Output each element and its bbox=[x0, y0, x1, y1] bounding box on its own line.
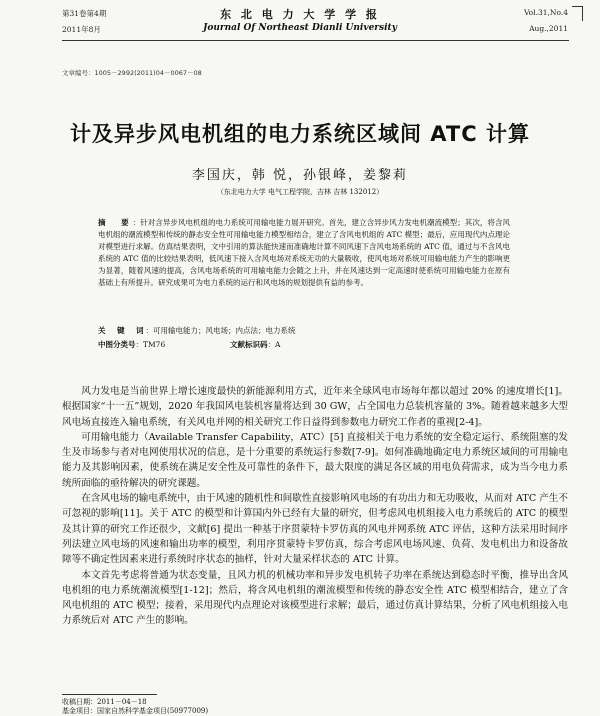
article-title: 计及异步风电机组的电力系统区域间 ATC 计算 bbox=[70, 122, 530, 146]
abstract bbox=[98, 217, 510, 289]
abstract-label: 摘 要 bbox=[98, 218, 133, 227]
keywords bbox=[98, 325, 296, 336]
doc-code-value: ：A bbox=[267, 340, 281, 349]
authors: 李国庆，韩 悦，孙银峰，姜黎莉 bbox=[191, 168, 409, 183]
keywords-label: 关 键 词 bbox=[98, 326, 146, 335]
issue-cn: 第31卷第4期 bbox=[62, 9, 107, 18]
abstract-text: ：针对含异步风电机组的电力系统可用输电能力展开研究。首先，建立含异步风力发电机潮流模型；其次，将含风电机组的潮流模型和传统的静态安全性可用输电能力模型相结合，建立了含风电机组的 ATC 模型；最后，应用现代内点理论对模型进行求解。仿真结果表明，文中引用的算法能快速而准确地计算不同风速下含风电场系统的 ATC 值，通过与不含风电系统的 ATC 值的比较结果表明，低风速下接入含风电场对系统无功的大量吸收，使风电场对系统可用输电能力产生的影响更为显著，随着风速的提高，含风电场系统的可用输电能力会随之上升，并在风速达到一定高速时使系统可用输电能力在原有基础上有所提升。研究成果可为电力系统的运行和风电场的规划提供有益的参考。 bbox=[98, 218, 511, 287]
body-paragraph: 风力发电是当前世界上增长速度最快的新能源利用方式，近年来全球风电市场每年都以超过 20% 的速度增长[1]。根据国家“十一五”规划，2020 年我国风电装机容量将达到 30 GW，占全国电力总装机容量的 3%。随着越来越多大型风电场直接连入输电系统，有关风电并网的相关研究工作日益得到参数电力研究工作者的重视[2-4]。 bbox=[62, 386, 568, 428]
doc-code-label: 文献标识码 bbox=[230, 340, 268, 349]
clc-value: ：TM76 bbox=[135, 340, 166, 349]
vol-en: Vol.31,No.4 bbox=[523, 8, 568, 17]
classification bbox=[98, 339, 280, 350]
body-paragraph: 在含风电场的输电系统中，由于风速的随机性和间歇性直接影响风电场的有功出力和无功吸收，从而对 ATC 产生不可忽视的影响[11]。关于 ATC 的模型和计算国内外已经有大量的研究，但考虑风电机组接入电力系统后的 ATC 的模型及其计算的研究工作还很少，文献[6] 提出一种基于序贯蒙特卡罗仿真的风电并网系统 ATC 评估，这种方法采用时间序列法建立风电场的风速和输出功率的模型，利用序贯蒙特卡罗仿真，综合考虑风电场风速、负荷、发电机出力和设备故障等不确定性因素来进行系统时序状态的抽样，针对大量采样状态的 ATC 计算。 bbox=[62, 493, 568, 566]
journal-cn: 东 北 电 力 大 学 学 报 bbox=[220, 8, 380, 21]
footnote-rule bbox=[62, 694, 157, 695]
journal-en: Journal Of Northeast Dianli University bbox=[203, 23, 397, 33]
date-cn: 2011年8月 bbox=[62, 25, 101, 34]
footnote-received: 收稿日期：2011－04－18 bbox=[62, 698, 147, 706]
affiliation: （东北电力大学 电气工程学院，吉林 吉林 132012） bbox=[216, 188, 384, 196]
body-text bbox=[62, 384, 568, 629]
header-rule bbox=[62, 40, 569, 41]
date-en: Aug.,2011 bbox=[529, 24, 568, 33]
body-paragraph: 本文首先考虑将普通为状态变量，且风力机的机械功率和异步发电机转子功率在系统达到稳态时平衡，推导出含风电机组的电力系统潮流模型[1-12]；然后，将含风电机组的潮流模型和传统的静态安全性 ATC 模型相结合，建立了含风电机组的 ATC 模型；接着，采用现代内点理论对该模型进行求解；最后，通过仿真计算结果，分析了风电机组接入电力系统后对 ATC 产生的影响。 bbox=[62, 569, 568, 627]
footnote-funding: 基金项目：国家自然科学基金项目(50977009) bbox=[62, 707, 209, 715]
clc-label: 中图分类号 bbox=[98, 340, 136, 349]
keywords-text: ：可用输电能力；风电场；内点法；电力系统 bbox=[145, 326, 296, 335]
article-number: 文章编号：1005－2992(2011)04－0067－08 bbox=[62, 69, 202, 77]
body-paragraph: 可用输电能力（Available Transfer Capability，ATC）[5] 直接相关于电力系统的安全稳定运行、系统阻塞的发生及市场参与者对电网使用状况的信息，是十分重要的系统运行参数[7-9]。如何准确地确定电力系统区域间的可用输电能力及其影响因素，使系统在满足安全性及可靠性的条件下，最大限度的满足各区域的用电负荷需求，成为当今电力系统所面临的亟待解决的研究课题。 bbox=[62, 431, 568, 489]
